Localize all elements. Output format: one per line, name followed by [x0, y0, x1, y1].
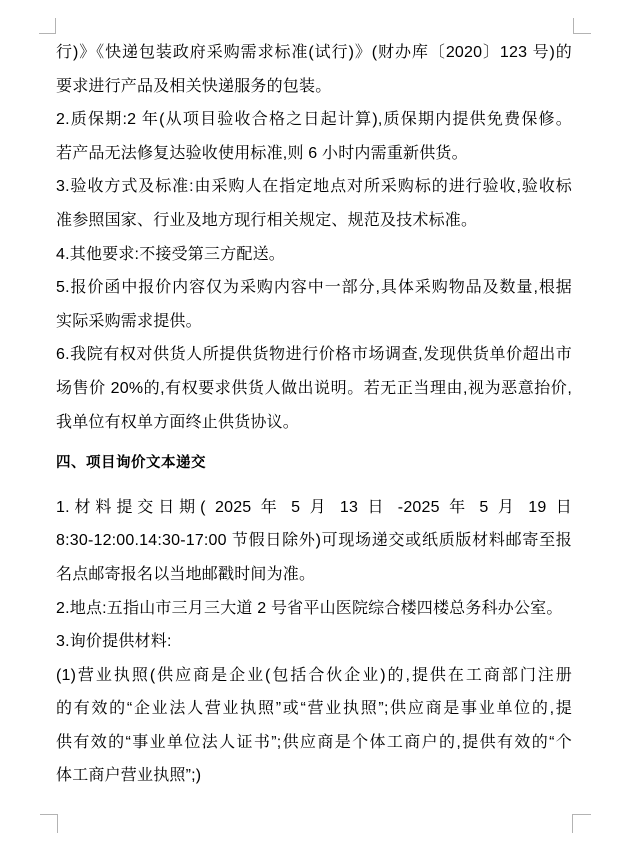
text-line: 要求进行产品及相关快递服务的包装。 — [56, 77, 332, 95]
text-line: 我单位有权单方面终止供货协议。 — [56, 413, 300, 431]
margin-crop-mark-bottom-right — [572, 814, 591, 833]
text-line: 若产品无法修复达验收使用标准,则 6 小时内需重新供货。 — [56, 144, 468, 162]
margin-crop-mark-bottom-left — [40, 814, 58, 833]
text-line: 5.报价函中报价内容仅为采购内容中一部分,具体采购物品及数量,根据 — [56, 279, 572, 297]
text-line: 2.地点:五指山市三月三大道 2 号省平山医院综合楼四楼总务科办公室。 — [56, 599, 563, 617]
text-line: 4.其他要求:不接受第三方配送。 — [56, 245, 285, 263]
text-line: 行)》《快递包装政府采购需求标准(试行)》(财办库〔2020〕123 号)的 — [56, 44, 572, 61]
text-line: 3.验收方式及标准:由采购人在指定地点对所采购标的进行验收,验收标 — [56, 178, 572, 196]
text-line: 2.质保期:2 年(从项目验收合格之日起计算),质保期内提供免费保修。 — [56, 111, 572, 129]
margin-crop-mark-top-left — [39, 18, 56, 34]
margin-crop-mark-top-right — [573, 18, 591, 34]
text-line: 3.询价提供材料: — [56, 633, 172, 651]
text-line: 准参照国家、行业及地方现行相关规定、规范及技术标准。 — [56, 211, 478, 229]
document-body — [56, 36, 572, 793]
section-heading: 四、项目询价文本递交 — [56, 455, 206, 472]
text-line: 1.材料提交日期( 2025 年 5 月 13 日 -2025 年 5 月 19 日 — [56, 498, 572, 516]
text-line: 实际采购需求提供。 — [56, 312, 202, 330]
text-line: (1)营业执照(供应商是企业(包括合伙企业)的,提供在工商部门注册 — [56, 666, 572, 684]
text-line: 的有效的“企业法人营业执照”或“营业执照”;供应商是事业单位的,提 — [56, 700, 572, 718]
text-line: 6.我院有权对供货人所提供货物进行价格市场调查,发现供货单价超出市 — [56, 346, 572, 364]
text-line: 8:30-12:00.14:30-17:00 节假日除外)可现场递交或纸质版材料邮寄至报 — [56, 532, 572, 550]
text-line: 场售价 20%的,有权要求供货人做出说明。若无正当理由,视为恶意抬价, — [56, 379, 572, 397]
text-line: 供有效的“事业单位法人证书”;供应商是个体工商户的,提供有效的“个 — [56, 733, 572, 751]
text-line: 体工商户营业执照”;) — [56, 767, 202, 785]
text-line: 名点邮寄报名以当地邮戳时间为准。 — [56, 565, 316, 583]
